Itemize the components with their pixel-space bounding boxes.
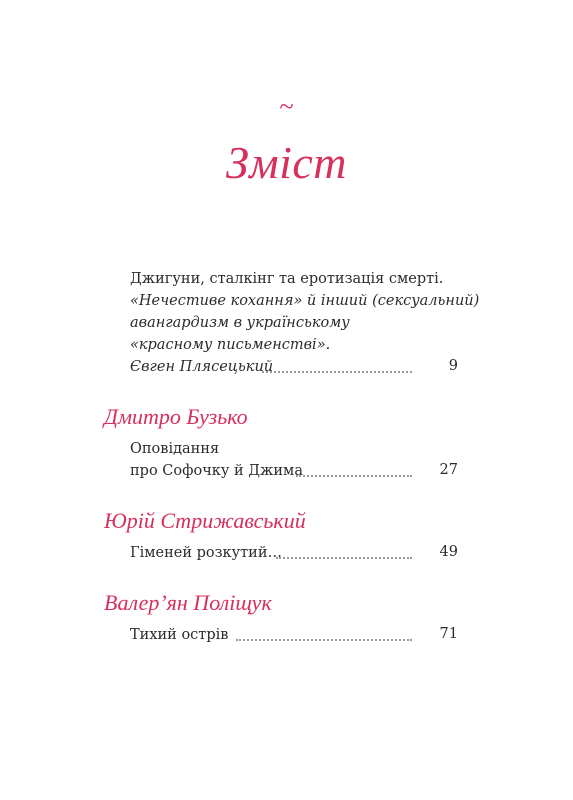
page-title: Зміст	[225, 137, 348, 188]
entry-line: «красному письменстві».	[130, 337, 331, 353]
entry-line: Джигуни, сталкінг та еротизація смерті.	[130, 271, 444, 287]
page-number: 9	[448, 358, 458, 374]
section-author: Дмитро Бузько	[104, 404, 248, 429]
dot-leader	[276, 557, 412, 559]
entry-author-line: Євген Плясецький	[130, 359, 274, 375]
entry-line: про Софочку й Джима	[130, 463, 303, 479]
dot-leader	[262, 371, 412, 373]
dot-leader	[296, 475, 412, 477]
ornament-tilde: ~	[279, 92, 294, 121]
dot-leader	[236, 639, 412, 641]
section-author: Юрій Стрижавський	[104, 508, 306, 533]
entry-line: Гіменей розкутий…	[130, 545, 282, 561]
entry-line: Оповідання	[130, 441, 220, 457]
entry-line: «Нечестиве кохання» й інший (сексуальний)	[130, 293, 480, 309]
entry-line: авангардизм в українському	[130, 315, 350, 331]
page-number: 27	[439, 462, 458, 478]
entry-line: Тихий острів	[130, 627, 229, 643]
page-number: 49	[439, 544, 458, 560]
section-author: Валер’ян Поліщук	[104, 590, 272, 615]
page-number: 71	[439, 626, 458, 642]
